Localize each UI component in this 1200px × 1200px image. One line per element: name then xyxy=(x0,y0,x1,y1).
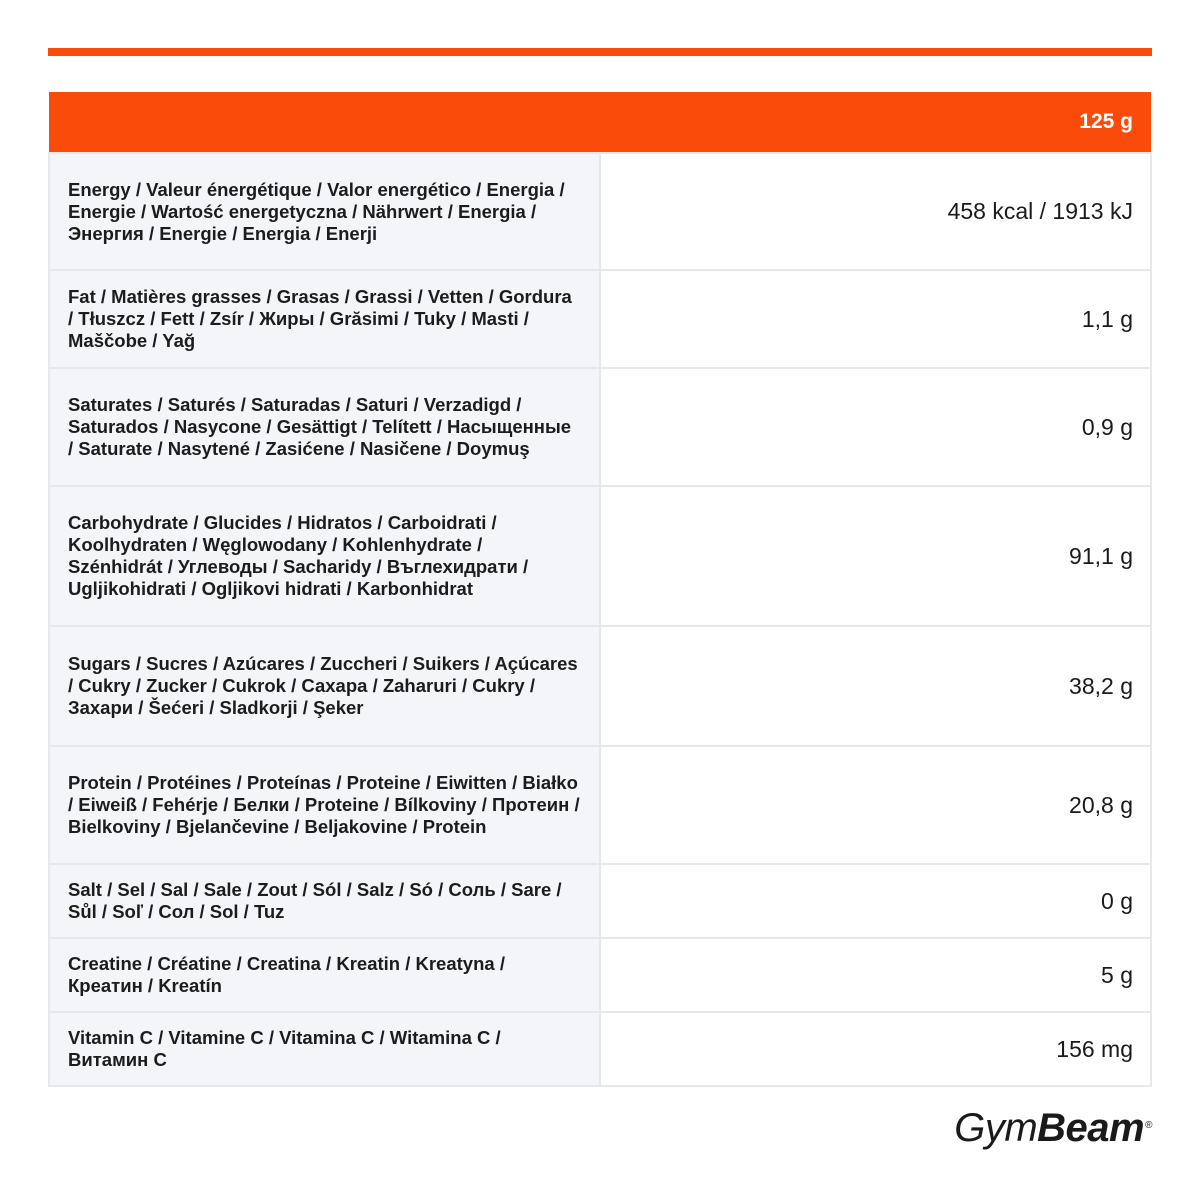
gymbeam-logo xyxy=(954,1102,1152,1154)
table-row-vitamin-c xyxy=(49,1012,1151,1086)
registered-mark: ® xyxy=(1145,1120,1152,1131)
table-row-protein xyxy=(49,746,1151,864)
nutrient-value: 0,9 g xyxy=(600,368,1151,486)
table-row-fat xyxy=(49,270,1151,368)
nutrient-label: Carbohydrate / Glucides / Hidratos / Carboidrati / Koolhydraten / Węglowodany / Kohlenhydrate / Szénhidrát / Углеводы / Sacharidy / Въглехидрати / Ugljikohidrati / Ogljikovi hidrati / Karbonhidrat xyxy=(49,486,600,626)
nutrient-label: Saturates / Saturés / Saturadas / Saturi / Verzadigd / Saturados / Nasycone / Gesättigt / Telített / Насыщенные / Saturate / Nasytené / Zasićene / Nasičene / Doymuş xyxy=(49,368,600,486)
nutrient-value: 156 mg xyxy=(600,1012,1151,1086)
nutrient-value: 91,1 g xyxy=(600,486,1151,626)
nutrient-label: Energy / Valeur énergétique / Valor energético / Energia / Energie / Wartość energetyczna / Nährwert / Energia / Энергия / Energie / Energia / Enerji xyxy=(49,153,600,270)
nutrient-label: Salt / Sel / Sal / Sale / Zout / Sól / Salz / Só / Соль / Sare / Sůl / Soľ / Сол / Sol / Tuz xyxy=(49,864,600,938)
table-row-saturates xyxy=(49,368,1151,486)
nutrient-label: Creatine / Créatine / Creatina / Kreatin / Kreatyna / Креатин / Kreatín xyxy=(49,938,600,1012)
nutrient-value: 20,8 g xyxy=(600,746,1151,864)
nutrient-label: Vitamin C / Vitamine C / Vitamina C / Witamina C / Витамин C xyxy=(49,1012,600,1086)
logo-text-beam: Beam xyxy=(1037,1106,1145,1150)
nutrient-value: 38,2 g xyxy=(600,626,1151,746)
logo-text-gym: Gym xyxy=(954,1106,1038,1150)
table-row-salt xyxy=(49,864,1151,938)
nutrient-label: Sugars / Sucres / Azúcares / Zuccheri / Suikers / Açúcares / Cukry / Zucker / Cukrok / Сахара / Zaharuri / Cukry / Захари / Šećeri / Sladkorji / Şeker xyxy=(49,626,600,746)
top-accent-bar xyxy=(48,48,1152,56)
nutrient-value: 1,1 g xyxy=(600,270,1151,368)
nutrient-label: Protein / Protéines / Proteínas / Proteine / Eiwitten / Białko / Eiweiß / Fehérje / Белки / Proteine / Bílkoviny / Протеин / Bielkoviny / Bjelančevine / Beljakovine / Protein xyxy=(49,746,600,864)
nutrient-value: 5 g xyxy=(600,938,1151,1012)
table-row-sugars xyxy=(49,626,1151,746)
nutrient-value: 458 kcal / 1913 kJ xyxy=(600,153,1151,270)
header-serving-size: 125 g xyxy=(600,92,1151,153)
nutrient-value: 0 g xyxy=(600,864,1151,938)
header-label-cell xyxy=(49,92,600,153)
table-row-creatine xyxy=(49,938,1151,1012)
table-header-row xyxy=(49,92,1151,153)
nutrient-label: Fat / Matières grasses / Grasas / Grassi / Vetten / Gordura / Tłuszcz / Fett / Zsír / Жиры / Grăsimi / Tuky / Masti / Maščobe / Yağ xyxy=(49,270,600,368)
table-row-energy xyxy=(49,153,1151,270)
table-row-carbohydrate xyxy=(49,486,1151,626)
nutrition-table xyxy=(48,92,1152,1087)
